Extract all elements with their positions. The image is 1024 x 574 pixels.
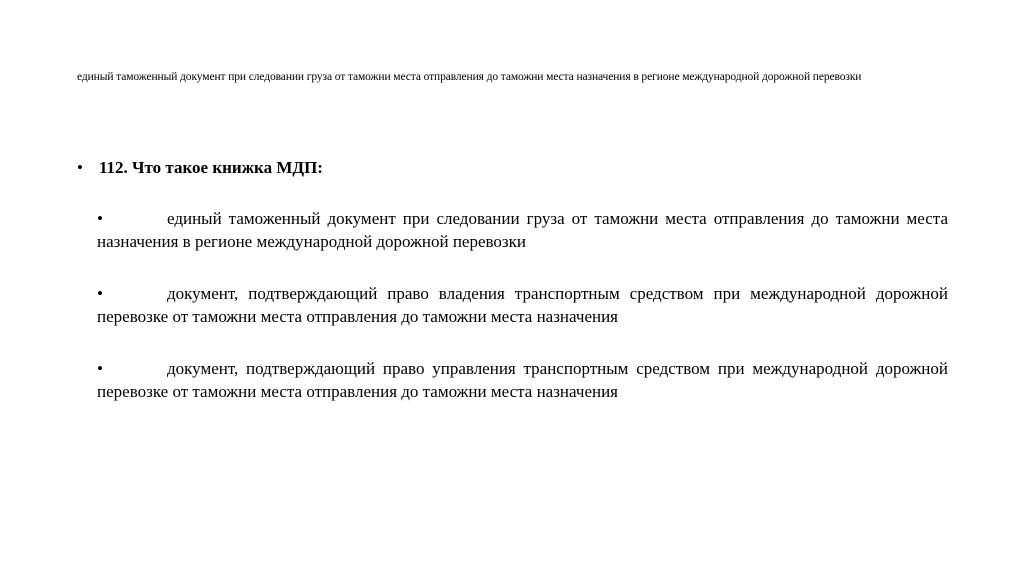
option-text: единый таможенный документ при следовании груза от таможни места отправления до таможни места назначения в регионе международной дорожной перевозки [97,209,948,251]
option-bullet: • [97,359,103,378]
answer-options-list [97,207,948,432]
option-text: документ, подтверждающий право владения транспортным средством при международной дорожной перевозке от таможни места отправления до таможни места назначения [97,284,948,326]
option-bullet: • [97,284,103,303]
slide-title: единый таможенный документ при следовании груза от таможни места отправления до таможни места назначения в регионе международной дорожной перевозки [77,71,862,83]
question-bullet: • [77,158,83,177]
answer-option-1 [97,207,948,253]
question-text: 112. Что такое книжка МДП: [99,158,323,177]
option-text: документ, подтверждающий право управления транспортным средством при международной дорожной перевозке от таможни места отправления до таможни места назначения [97,359,948,401]
question-heading [77,157,947,179]
option-bullet: • [97,209,103,228]
answer-option-3 [97,357,948,403]
answer-option-2 [97,282,948,328]
